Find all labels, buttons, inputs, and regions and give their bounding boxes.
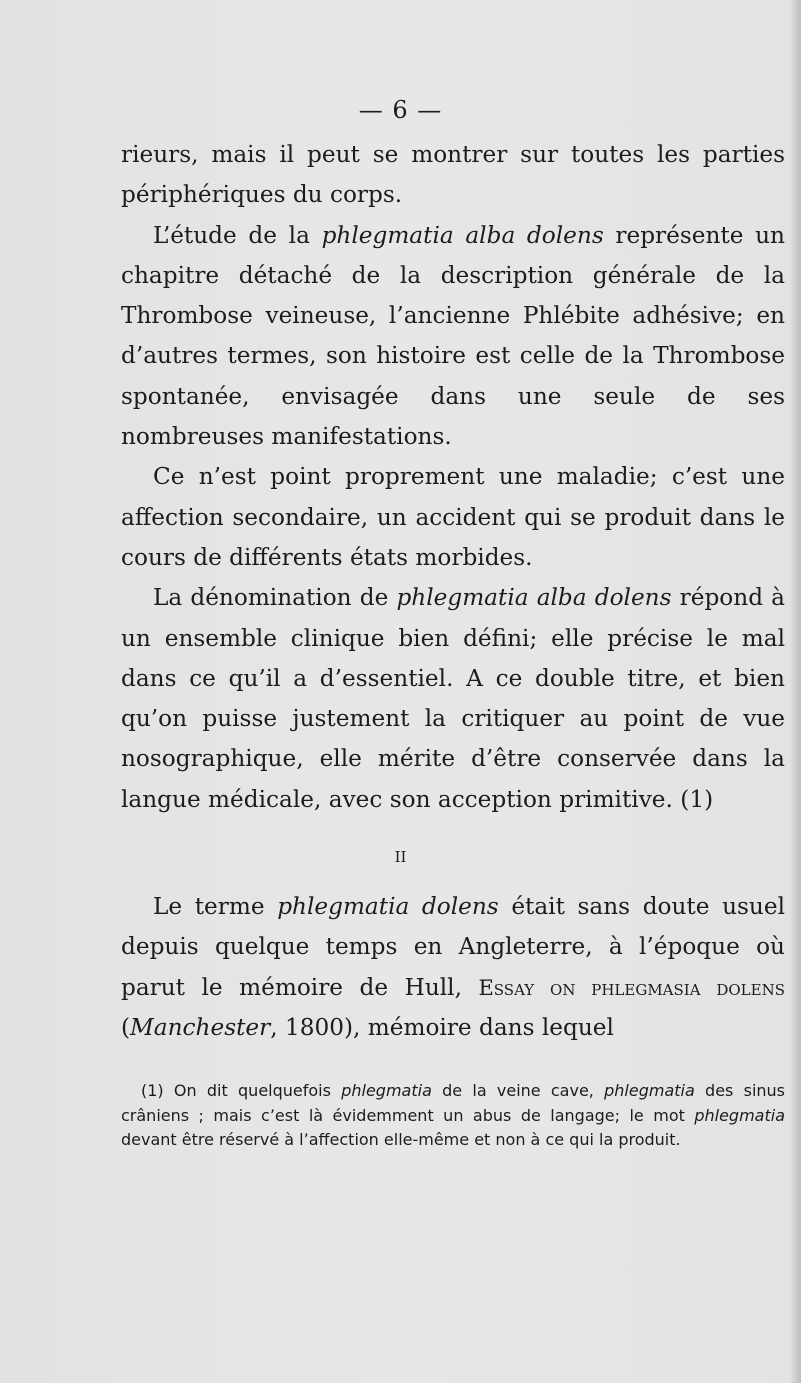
paragraph xyxy=(121,578,785,820)
footnote-text xyxy=(121,1079,785,1153)
page-edge-shadow xyxy=(789,0,801,1383)
paragraph-text: , 1800), mémoire dans lequel xyxy=(270,1013,614,1041)
italic-term: phlegmatia xyxy=(341,1081,432,1100)
paragraph-text: Ce n’est point proprement une maladie; c’est une affection secondaire, un accident qui se produit dans le cours de différents états morbides. xyxy=(121,463,785,571)
italic-term: phlegmatia xyxy=(694,1105,785,1125)
footnote-segment: des sinus crâniens ; mais c’est là évidemment un abus de langage; le mot xyxy=(121,1081,786,1125)
section-text xyxy=(121,887,785,1048)
footnote-segment: de la veine cave, xyxy=(431,1081,605,1100)
paragraph-text: Le terme xyxy=(153,893,278,920)
small-caps-title: Essay on phlegmasia dolens xyxy=(478,975,785,1000)
paragraph-text: La dénomination de xyxy=(153,584,397,612)
page-number: — 6 — xyxy=(358,96,443,124)
paragraph xyxy=(121,887,785,1048)
paragraph-continuation xyxy=(121,135,785,216)
paragraph-text: répond à un ensemble clinique bien défini; elle précise le mal dans ce qu’il a d’essentiel. A ce double titre, et bien qu’on puisse justement la critiquer au point de vue nosographique, elle mérite d’être conservée dans la langue médicale, avec son acception primitive. (1) xyxy=(121,584,785,813)
paragraph xyxy=(121,457,785,578)
section-heading: II xyxy=(394,848,407,866)
paragraph-text: était sans doute usuel depuis quelque temps en Angleterre, à l’époque où parut le mémoire de Hull, xyxy=(121,893,785,1001)
paragraph-text: représente un chapitre détaché de la description générale de la Thrombose veineuse, l’ancienne Phlébite adhésive; en d’autres termes, son histoire est celle de la Thrombose spontanée, envisagée dans une seule de ses nombreuses manifestations. xyxy=(121,221,785,451)
paragraph-text: L’étude de la xyxy=(153,221,322,249)
italic-term: phlegmatia xyxy=(604,1081,695,1100)
italic-term: phlegmatia alba dolens xyxy=(396,584,672,612)
italic-term: phlegmatia dolens xyxy=(277,893,499,920)
italic-term: phlegmatia alba dolens xyxy=(321,221,604,249)
italic-place: Manchester xyxy=(130,1013,271,1041)
footnote xyxy=(121,1079,785,1153)
paragraph-text: ( xyxy=(121,1013,131,1041)
paragraph xyxy=(121,216,785,458)
main-text xyxy=(121,135,785,820)
footnote-segment: (1) On dit quelquefois xyxy=(141,1081,342,1100)
footnote-segment: devant être réservé à l’affection elle-même et non à ce qui la produit. xyxy=(121,1130,681,1150)
paragraph-text: rieurs, mais il peut se montrer sur toutes les parties périphériques du corps. xyxy=(121,141,785,209)
